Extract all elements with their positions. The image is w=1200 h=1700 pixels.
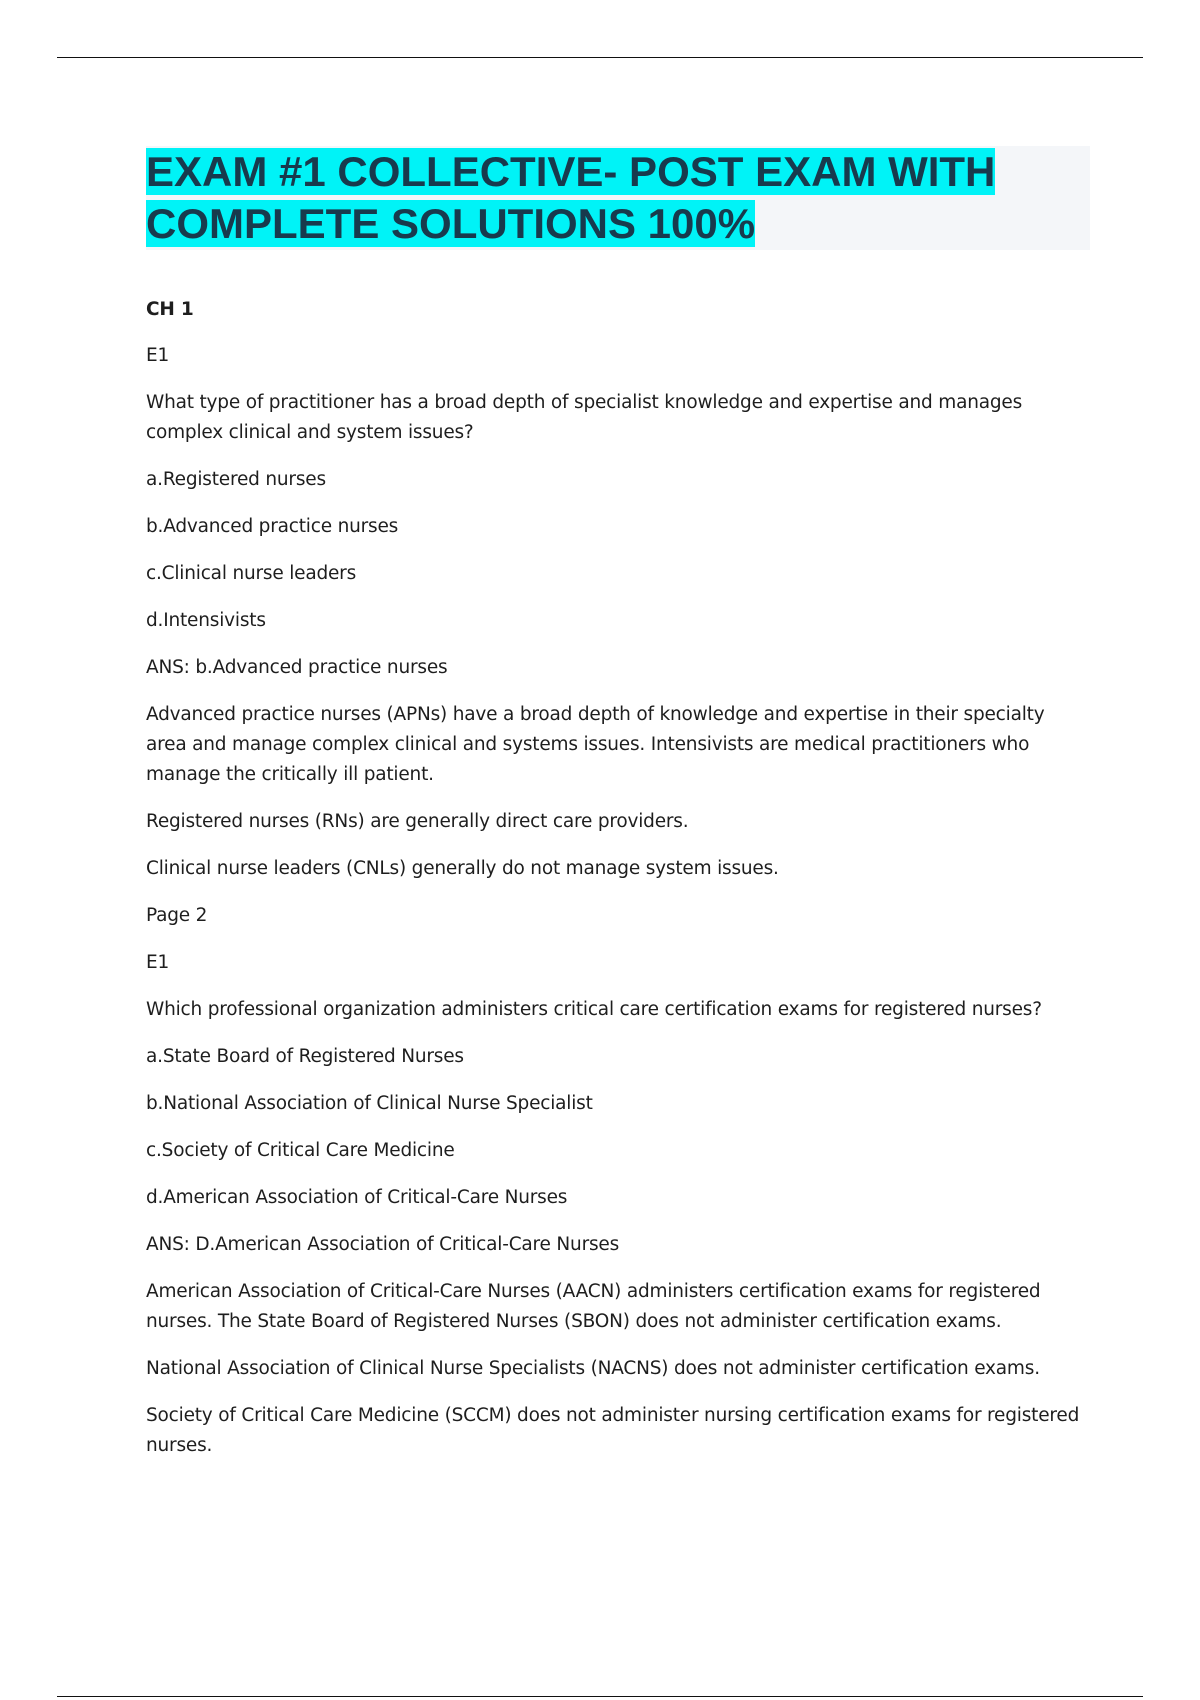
chapter-heading: CH 1 [146,299,194,320]
document-body [146,146,1090,1478]
question-text: What type of practitioner has a broad depth of specialist knowledge and expertise and manages complex clinical and system issues? [146,392,1023,443]
rationale-paragraph: Society of Critical Care Medicine (SCCM) does not administer nursing certification exams for registered nurses. [146,1405,1080,1456]
rationale-paragraph: National Association of Clinical Nurse Specialists (NACNS) does not administer certification exams. [146,1358,1040,1379]
question-text: Which professional organization administers critical care certification exams for registered nurses? [146,999,1042,1020]
option-c: c.Clinical nurse leaders [146,563,357,584]
option-c: c.Society of Critical Care Medicine [146,1140,455,1161]
question-label: E1 [146,345,170,366]
option-a: a.Registered nurses [146,469,326,490]
title-highlight: EXAM #1 COLLECTIVE- POST EXAM WITH COMPLETE SOLUTIONS 100% [146,148,996,247]
option-d: d.American Association of Critical-Care Nurses [146,1187,568,1208]
option-b: b.Advanced practice nurses [146,516,399,537]
top-rule [57,57,1143,58]
answer: ANS: D.American Association of Critical-Care Nurses [146,1234,620,1255]
answer: ANS: b.Advanced practice nurses [146,657,448,678]
question-label: E1 [146,952,170,973]
question-1 [146,341,1090,931]
bottom-rule [57,1696,1143,1697]
title-block [146,146,1090,250]
document-title [146,146,1090,250]
rationale-paragraph: Advanced practice nurses (APNs) have a broad depth of knowledge and expertise in their specialty area and manage complex clinical and systems issues. Intensivists are medical practitioners who manage the critically ill patient. [146,704,1045,785]
option-b: b.National Association of Clinical Nurse Specialist [146,1093,593,1114]
rationale-paragraph: Clinical nurse leaders (CNLs) generally do not manage system issues. [146,858,779,879]
option-a: a.State Board of Registered Nurses [146,1046,464,1067]
option-d: d.Intensivists [146,610,266,631]
rationale-paragraph: Registered nurses (RNs) are generally direct care providers. [146,811,689,832]
rationale-paragraph: American Association of Critical-Care Nurses (AACN) administers certification exams for registered nurses. The State Board of Registered Nurses (SBON) does not administer certification exams. [146,1281,1041,1332]
question-2 [146,948,1090,1461]
page-marker: Page 2 [146,905,208,926]
